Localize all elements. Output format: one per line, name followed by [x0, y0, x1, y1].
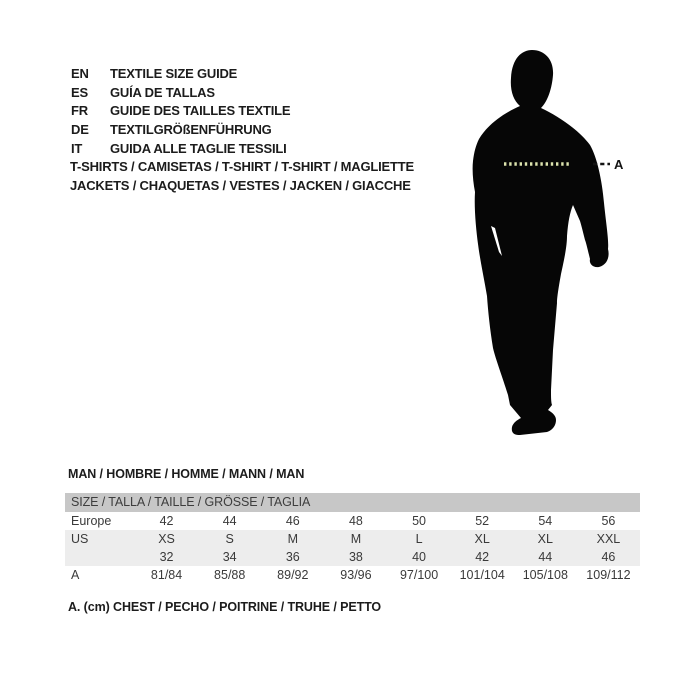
size-cell: 42 — [159, 514, 174, 528]
row-label: Europe — [71, 514, 112, 528]
table-row-us-numeric — [65, 548, 640, 566]
language-title: GUIDE DES TAILLES TEXTILE — [110, 103, 291, 119]
language-code: DE — [71, 122, 89, 138]
language-code: ES — [71, 84, 88, 100]
table-row-europe — [65, 512, 640, 530]
size-cell: M — [350, 532, 362, 546]
size-cell: 44 — [538, 550, 553, 564]
size-cell: 44 — [222, 514, 237, 528]
size-cell: 48 — [348, 514, 363, 528]
man-silhouette — [473, 50, 609, 435]
language-code: FR — [71, 103, 88, 119]
size-cell: 40 — [412, 550, 427, 564]
size-cell: 56 — [601, 514, 616, 528]
table-row-chest-measure — [65, 566, 640, 584]
row-label: A — [71, 568, 80, 582]
language-code: EN — [71, 65, 89, 81]
measure-label-a: A — [614, 157, 624, 172]
language-row-es — [71, 83, 290, 102]
man-silhouette-figure — [440, 45, 660, 445]
size-cell: 101/104 — [459, 568, 505, 582]
language-title: TEXTILGRÖßENFÜHRUNG — [110, 122, 272, 138]
size-cell: XXL — [596, 532, 621, 546]
garment-line-jackets: JACKETS / CHAQUETAS / VESTES / JACKEN / GIACCHE — [70, 177, 411, 193]
size-cell: XL — [474, 532, 490, 546]
section-title-man: MAN / HOMBRE / HOMME / MANN / MAN — [68, 467, 305, 481]
language-row-de — [71, 120, 290, 139]
size-cell: 36 — [285, 550, 300, 564]
size-cell: XL — [537, 532, 553, 546]
size-table-header: SIZE / TALLA / TAILLE / GRÖSSE / TAGLIA — [65, 493, 640, 512]
size-cell: 109/112 — [586, 568, 631, 582]
size-table — [65, 493, 640, 584]
garment-line-tshirts: T-SHIRTS / CAMISETAS / T-SHIRT / T-SHIRT / MAGLIETTE — [70, 159, 414, 174]
size-cell: 93/96 — [340, 568, 372, 582]
size-cell: 105/108 — [522, 568, 568, 582]
size-cell: 89/92 — [277, 568, 309, 582]
size-cell: 52 — [475, 514, 490, 528]
language-row-fr — [71, 102, 290, 121]
language-title: GUIDA ALLE TAGLIE TESSILI — [110, 141, 287, 157]
size-cell: 81/84 — [150, 568, 183, 582]
size-cell: 46 — [285, 514, 300, 528]
row-label: US — [71, 532, 89, 546]
language-title: GUÍA DE TALLAS — [110, 84, 215, 100]
garment-categories — [70, 158, 414, 195]
size-cell: 54 — [538, 514, 553, 528]
language-code: IT — [71, 141, 83, 157]
language-title: TEXTILE SIZE GUIDE — [110, 65, 238, 81]
size-cell: M — [287, 532, 299, 546]
measurement-footnote: A. (cm) CHEST / PECHO / POITRINE / TRUHE / PETTO — [68, 600, 382, 614]
man-silhouette-svg — [440, 45, 660, 445]
size-cell: 97/100 — [399, 568, 439, 582]
size-cell: S — [225, 532, 234, 546]
language-row-en — [71, 64, 290, 83]
size-cell: 34 — [222, 550, 237, 564]
size-cell: 32 — [159, 550, 174, 564]
table-row-us — [65, 530, 640, 548]
size-cell: 38 — [348, 550, 363, 564]
size-cell: 50 — [412, 514, 427, 528]
size-cell: XS — [158, 532, 175, 546]
language-list — [71, 64, 290, 158]
size-cell: L — [415, 532, 423, 546]
size-cell: 42 — [475, 550, 490, 564]
size-cell: 85/88 — [214, 568, 246, 582]
size-cell: 46 — [601, 550, 616, 564]
language-row-it — [71, 139, 290, 158]
